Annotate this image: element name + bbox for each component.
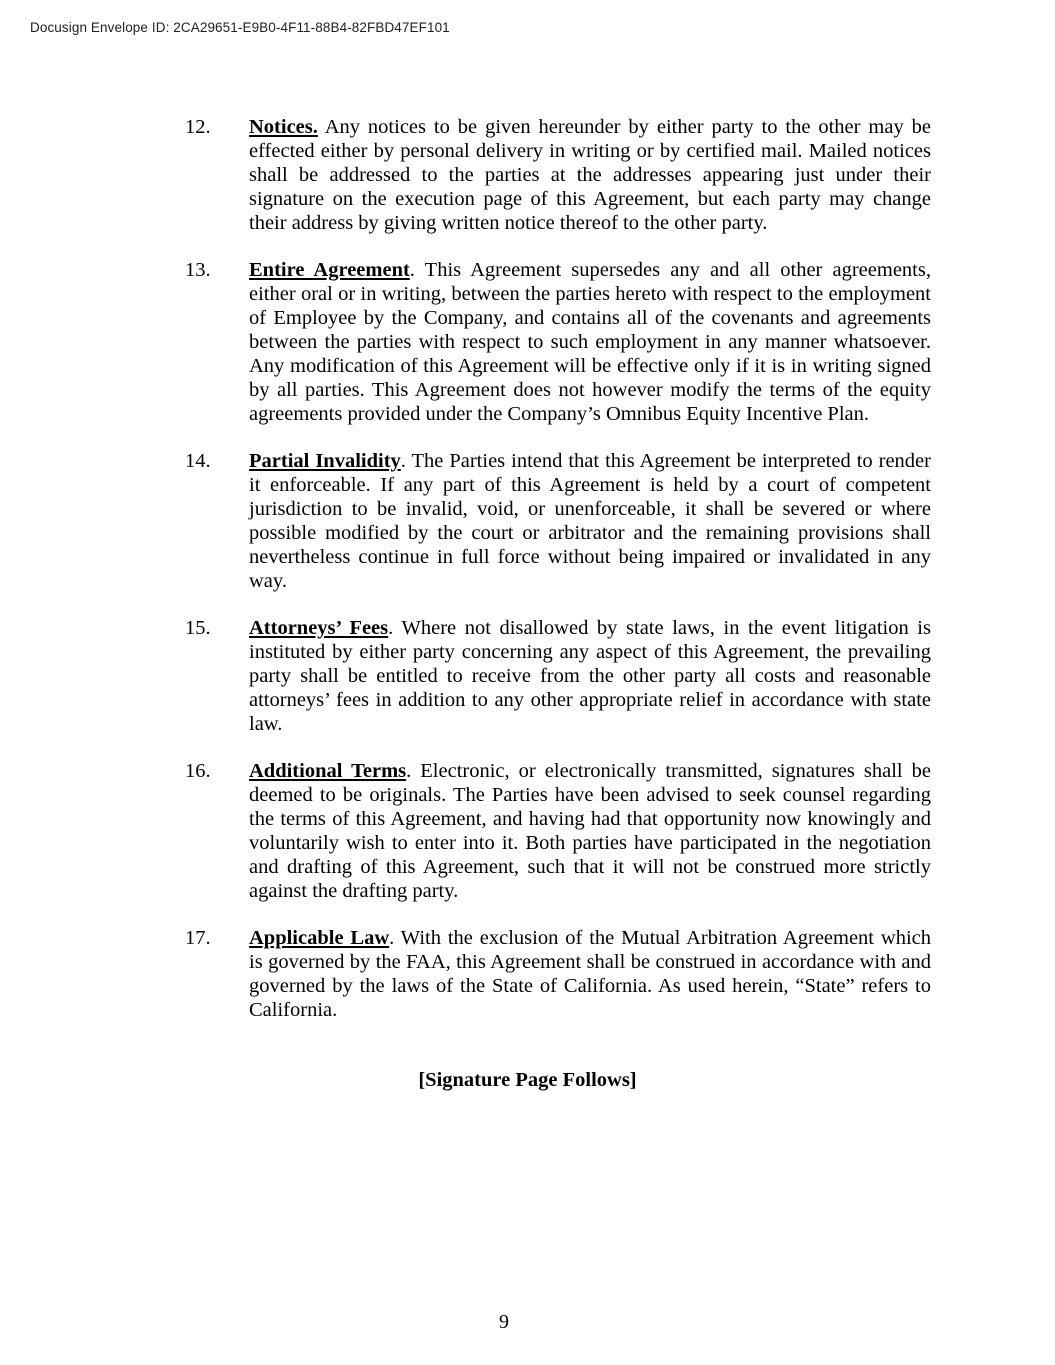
clause-number: 13. <box>185 259 211 281</box>
clause-heading: Entire Agreement <box>249 259 410 281</box>
clause-notices <box>185 115 931 235</box>
page-number: 9 <box>499 1311 509 1333</box>
clause-paragraph <box>249 115 931 235</box>
clause-number: 17. <box>185 927 211 949</box>
agreement-body <box>185 115 931 1045</box>
clause-body-text: . Where not disallowed by state laws, in the event litigation is instituted by either party concerning any aspect of this Agreement, the prevailing party shall be entitled to receive from the other party all costs and reasonable attorneys’ fees in addition to any other appropriate relief in accordance with state law. <box>249 617 931 735</box>
clause-paragraph <box>249 449 931 593</box>
clause-number: 12. <box>185 116 211 138</box>
clause-attorneys-fees <box>185 616 931 736</box>
clause-paragraph <box>249 616 931 736</box>
clause-number: 16. <box>185 760 211 782</box>
clause-body-text: . With the exclusion of the Mutual Arbitration Agreement which is governed by the FAA, this Agreement shall be construed in accordance with and governed by the laws of the State of California. As used herein, “State” refers to California. <box>249 927 931 1021</box>
clause-body-text: . Electronic, or electronically transmitted, signatures shall be deemed to be originals. The Parties have been advised to seek counsel regarding the terms of this Agreement, and having had that opportunity now knowingly and voluntarily wish to enter into it. Both parties have participated in the negotiation and drafting of this Agreement, such that it will not be construed more strictly against the drafting party. <box>249 760 931 902</box>
clause-heading: Attorneys’ Fees <box>249 617 389 639</box>
clause-heading: Partial Invalidity <box>249 450 401 472</box>
clause-paragraph <box>249 258 931 426</box>
clause-body-text: Any notices to be given hereunder by either party to the other may be effected either by personal delivery in writing or by certified mail. Mailed notices shall be addressed to the parties at the addresses appearing just under their signature on the execution page of this Agreement, but each party may change their address by giving written notice thereof to the other party. <box>249 116 931 234</box>
docusign-envelope-id: Docusign Envelope ID: 2CA29651-E9B0-4F11-88B4-82FBD47EF101 <box>30 20 450 35</box>
clause-partial-invalidity <box>185 449 931 593</box>
clause-heading: Notices. <box>249 116 318 138</box>
clause-additional-terms <box>185 759 931 903</box>
clause-entire-agreement <box>185 258 931 426</box>
clause-applicable-law <box>185 926 931 1022</box>
clause-heading: Applicable Law <box>249 927 390 949</box>
clause-body-text: . This Agreement supersedes any and all other agreements, either oral or in writing, between the parties hereto with respect to the employment of Employee by the Company, and contains all of the covenants and agreements between the parties with respect to such employment in any manner whatsoever. Any modification of this Agreement will be effective only if it is in writing signed by all parties. This Agreement does not however modify the terms of the equity agreements provided under the Company’s Omnibus Equity Incentive Plan. <box>249 259 931 425</box>
clause-number: 14. <box>185 450 211 472</box>
clause-number: 15. <box>185 617 211 639</box>
clause-paragraph <box>249 926 931 1022</box>
clause-paragraph <box>249 759 931 903</box>
clause-heading: Additional Terms <box>249 760 407 782</box>
signature-page-note: [Signature Page Follows] <box>418 1069 637 1091</box>
clause-body-text: . The Parties intend that this Agreement be interpreted to render it enforceable. If any part of this Agreement is held by a court of competent jurisdiction to be invalid, void, or unenforceable, it shall be severed or where possible modified by the court or arbitrator and the remaining provisions shall nevertheless continue in full force without being impaired or invalidated in any way. <box>249 450 931 592</box>
